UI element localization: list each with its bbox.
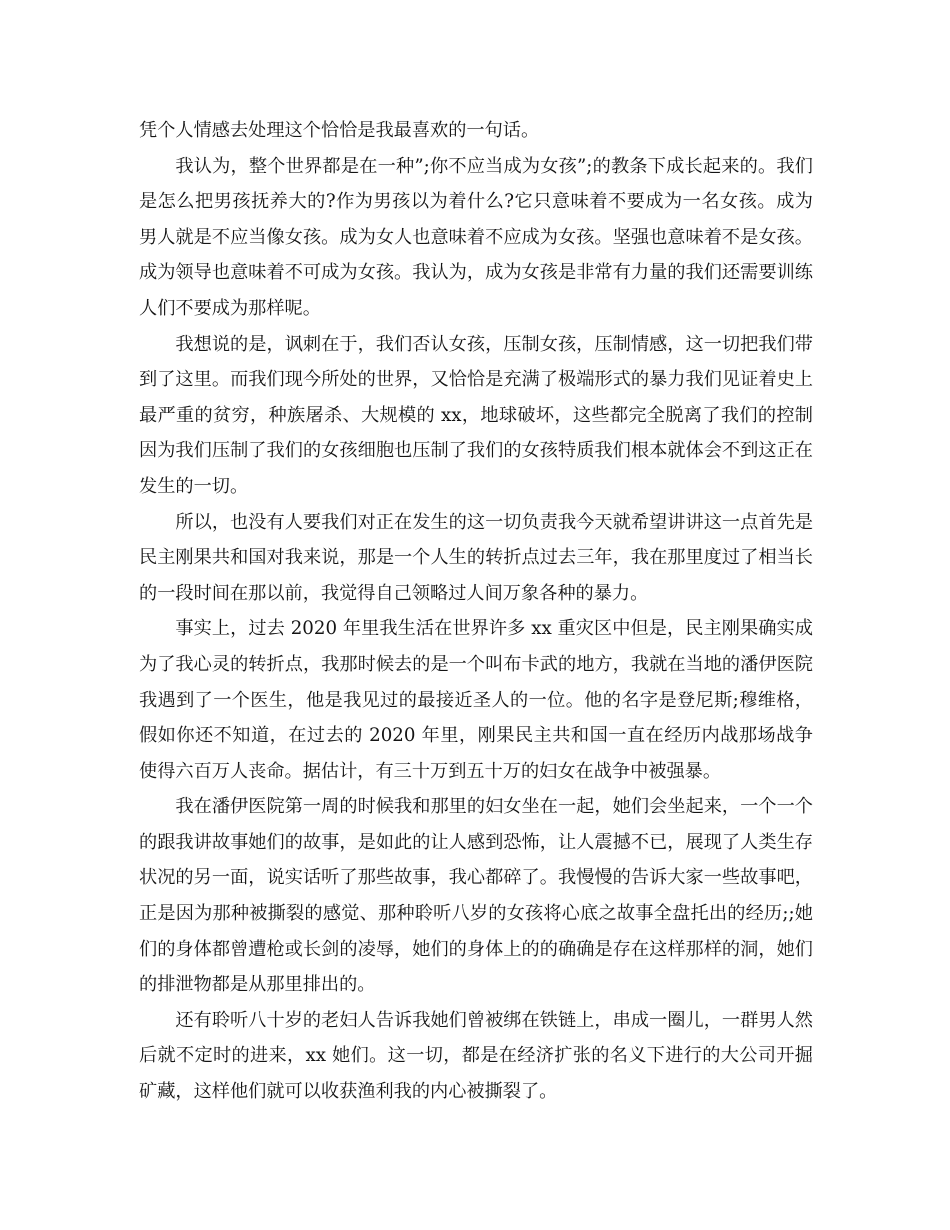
paragraph: 我认为，整个世界都是在一种”;你不应当成为女孩”;的教条下成长起来的。我们是怎么把男孩抚养大的?作为男孩以为着什么?它只意味着不要成为一名女孩。成为男人就是不应当像女孩。成为女人也意味着不应成为女孩。坚强也意味着不是女孩。成为领导也意味着不可成为女孩。我认为，成为女孩是非常有力量的我们还需要训练人们不要成为那样呢。 bbox=[139, 155, 813, 319]
document-body bbox=[139, 113, 813, 1110]
paragraph: 我想说的是，讽刺在于，我们否认女孩，压制女孩，压制情感，这一切把我们带到了这里。而我们现今所处的世界，又恰恰是充满了极端形式的暴力我们见证着史上最严重的贫穷，种族屠杀、大规模的 xx，地球破坏，这些都完全脱离了我们的控制因为我们压制了我们的女孩细胞也压制了我们的女孩特质我们根本就体会不到这正在发生的一切。 bbox=[139, 333, 813, 497]
paragraph: 我在潘伊医院第一周的时候我和那里的妇女坐在一起，她们会坐起来，一个一个的跟我讲故事她们的故事，是如此的让人感到恐怖，让人震撼不已，展现了人类生存状况的另一面，说实话听了那些故事，我心都碎了。我慢慢的告诉大家一些故事吧，正是因为那种被撕裂的感觉、那种聆听八岁的女孩将心底之故事全盘托出的经历;;她们的身体都曾遭枪或长剑的凌辱，她们的身体上的的确确是存在这样那样的洞，她们的排泄物都是从那里排出的。 bbox=[139, 796, 813, 996]
paragraph: 所以，也没有人要我们对正在发生的这一切负责我今天就希望讲讲这一点首先是民主刚果共和国对我来说，那是一个人生的转折点过去三年，我在那里度过了相当长的一段时间在那以前，我觉得自己领略过人间万象各种的暴力。 bbox=[139, 511, 813, 604]
paragraph: 事实上，过去 2020 年里我生活在世界许多 xx 重灾区中但是，民主刚果确实成为了我心灵的转折点，我那时候去的是一个叫布卡武的地方，我就在当地的潘伊医院我遇到了一个医生，他是我见过的最接近圣人的一位。他的名字是登尼斯;穆维格，假如你还不知道，在过去的 2020 年里，刚果民主共和国一直在经历内战那场战争使得六百万人丧命。据估计，有三十万到五十万的妇女在战争中被强暴。 bbox=[139, 618, 813, 782]
paragraph-continuation: 凭个人情感去处理这个恰恰是我最喜欢的一句话。 bbox=[139, 120, 540, 141]
paragraph: 还有聆听八十岁的老妇人告诉我她们曾被绑在铁链上，串成一圈儿，一群男人然后就不定时的进来，xx 她们。这一切，都是在经济扩张的名义下进行的大公司开掘矿藏，这样他们就可以收获渔利我的内心被撕裂了。 bbox=[139, 1009, 813, 1103]
